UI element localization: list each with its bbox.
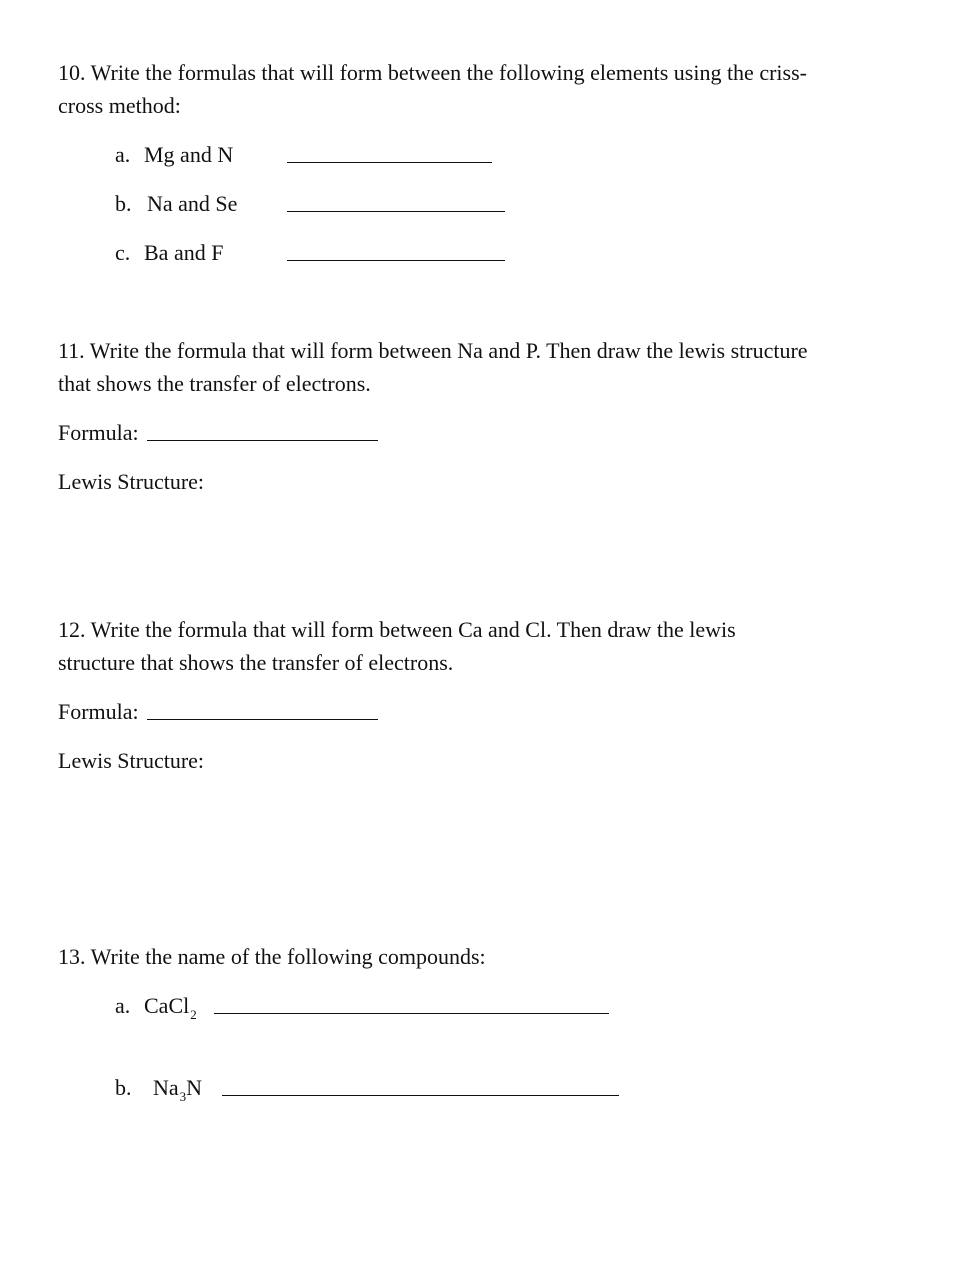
q11-prompt-line2: that shows the transfer of electrons.	[58, 371, 371, 396]
q12-formula-label: Formula:	[58, 699, 139, 724]
q10-item-a-letter: a.	[115, 142, 131, 167]
q10-item-b-text: Na and Se	[147, 191, 238, 216]
q10-prompt-line1: 10. Write the formulas that will form between the following elements using the criss-	[58, 60, 807, 85]
q13-prompt: 13. Write the name of the following compounds:	[58, 944, 486, 969]
q10-item-c-letter: c.	[115, 240, 131, 265]
q13-item-a-letter: a.	[115, 993, 131, 1018]
q10-item-b-answer-blank[interactable]	[287, 211, 505, 212]
q13-item-a-formula-subscript: 2	[190, 1007, 197, 1022]
q12-formula-blank[interactable]	[147, 719, 378, 720]
q12-prompt-line1: 12. Write the formula that will form between Ca and Cl. Then draw the lewis	[58, 617, 736, 642]
q10-item-a-text: Mg and N	[144, 142, 234, 167]
q13-item-a-answer-blank[interactable]	[214, 1013, 609, 1014]
q13-item-b-formula	[153, 1075, 203, 1104]
q12-prompt-line2: structure that shows the transfer of electrons.	[58, 650, 454, 675]
q13-item-a-formula-base: CaCl	[144, 993, 190, 1018]
q13-item-b-letter: b.	[115, 1075, 132, 1100]
q10-item-c-text: Ba and F	[144, 240, 224, 265]
q10-item-c-answer-blank[interactable]	[287, 260, 505, 261]
q13-item-a-formula	[144, 993, 197, 1022]
q12-lewis-label: Lewis Structure:	[58, 748, 205, 773]
q10-prompt-line2: cross method:	[58, 93, 181, 118]
q13-item-b-answer-blank[interactable]	[222, 1095, 619, 1096]
q10-item-b-letter: b.	[115, 191, 132, 216]
q11-formula-label: Formula:	[58, 420, 139, 445]
q10-item-a-answer-blank[interactable]	[287, 162, 492, 163]
q11-formula-blank[interactable]	[147, 440, 378, 441]
q11-prompt-line1: 11. Write the formula that will form between Na and P. Then draw the lewis structure	[58, 338, 808, 363]
q13-item-b-formula-suffix: N	[186, 1075, 203, 1100]
q13-item-b-formula-subscript: 3	[179, 1089, 187, 1104]
q11-lewis-label: Lewis Structure:	[58, 469, 205, 494]
q13-item-b-formula-base: Na	[153, 1075, 179, 1100]
